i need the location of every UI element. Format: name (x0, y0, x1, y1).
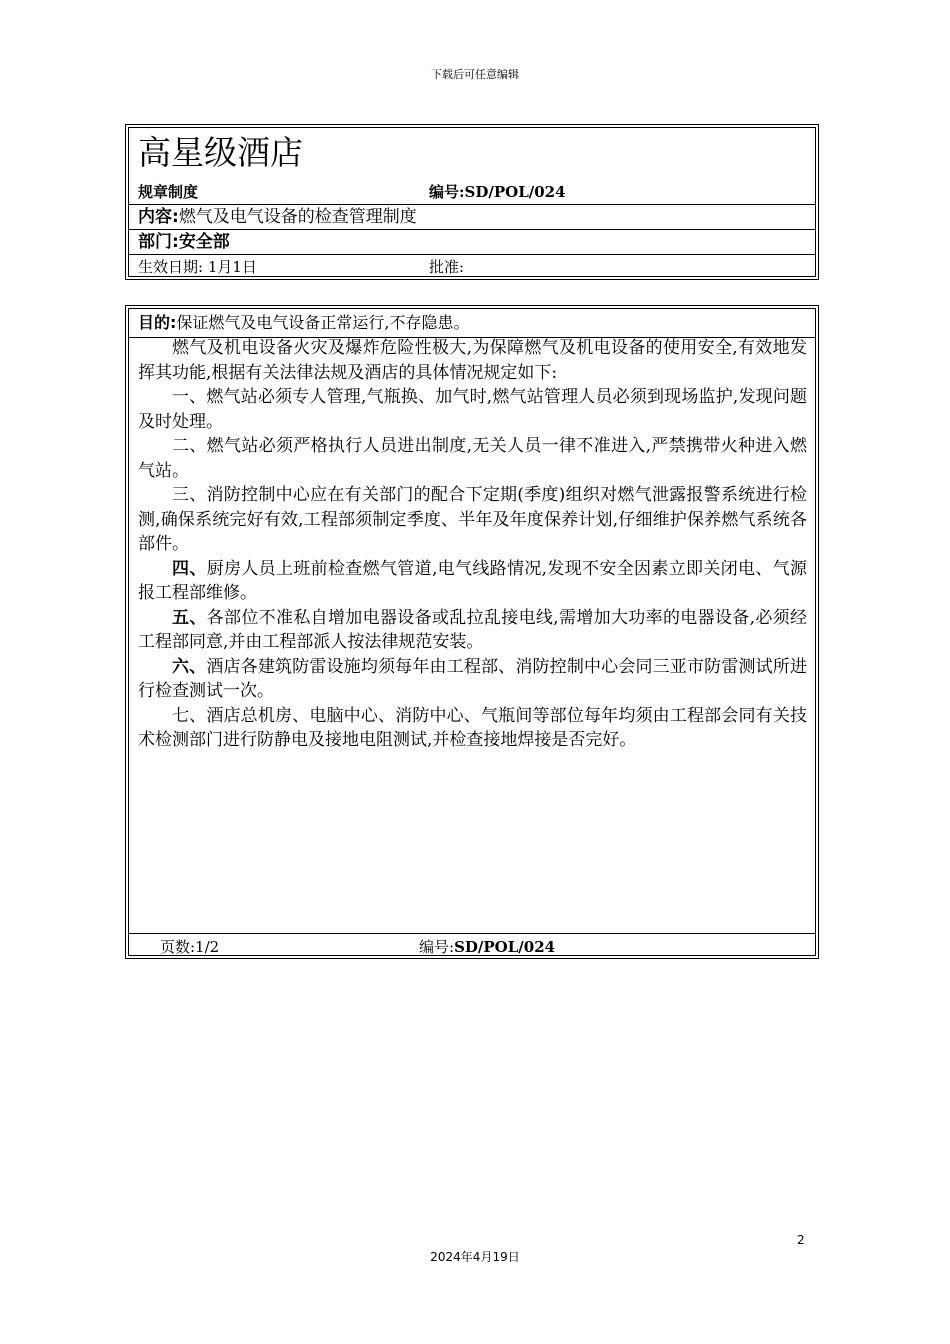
hotel-title: 高星级酒店 (138, 133, 303, 172)
content-row (129, 204, 815, 230)
department-cell (138, 231, 230, 253)
body-table (125, 305, 819, 959)
paragraph (138, 385, 807, 434)
paragraph-text: 厨房人员上班前检查燃气管道,电气线路情况,发现不安全因素立即关闭电、气源报工程部维修。 (138, 558, 808, 603)
print-date: 2024年4月19日 (430, 1250, 520, 1264)
page-number: 2 (797, 1233, 805, 1247)
paragraph-lead: 四、 (172, 558, 207, 579)
footer-code-label: 编号: (419, 938, 455, 956)
paragraph (138, 557, 807, 606)
purpose-line (138, 312, 470, 334)
approval-label: 批准: (429, 258, 465, 276)
department-row (129, 229, 815, 255)
paragraph-text: 酒店各建筑防雷设施均须每年由工程部、消防控制中心会同三亚市防雷测试所进行检查测试一次。 (138, 656, 808, 701)
code-label: 编号: (429, 183, 465, 201)
paragraph-lead: 五、 (172, 607, 207, 628)
purpose-label: 目的: (138, 313, 177, 332)
department-label: 部门: (138, 232, 179, 252)
code-value: SD/POL/024 (464, 183, 566, 201)
document-code (429, 181, 566, 203)
divider (129, 933, 815, 934)
purpose-value: 保证燃气及电气设备正常运行,不存隐患。 (176, 313, 470, 332)
paragraph-text: 各部位不准私自增加电器设备或乱拉乱接电线,需增加大功率的电器设备,必须经工程部同意,并由工程部派人按法律规范安装。 (138, 607, 808, 652)
paragraph (138, 704, 807, 753)
date-row (129, 254, 815, 279)
footer-code (419, 936, 555, 958)
body-text (138, 336, 807, 753)
paragraph (138, 336, 807, 385)
header-table (125, 124, 819, 280)
content-label: 内容: (138, 207, 179, 227)
content-value: 燃气及电气设备的检查管理制度 (178, 207, 417, 227)
rule-label: 规章制度 (138, 183, 199, 201)
paragraph (138, 483, 807, 557)
page-count: 页数:1/2 (160, 938, 220, 956)
paragraph (138, 434, 807, 483)
paragraph-lead: 六、 (172, 656, 207, 677)
content-cell (138, 206, 417, 228)
paragraph-text: 燃气及机电设备火灾及爆炸危险性极大,为保障燃气及机电设备的使用安全,有效地发挥其功能,根据有关法律法规及酒店的具体情况规定如下: (138, 338, 807, 383)
effective-date: 生效日期: 1月1日 (138, 258, 257, 276)
paragraph-text: 三、消防控制中心应在有关部门的配合下定期(季度)组织对燃气泄露报警系统进行检测,确保系统完好有效,工程部须制定季度、半年及年度保养计划,仔细维护保养燃气系统各部件。 (138, 485, 807, 554)
header-note: 下载后可任意编辑 (431, 68, 519, 81)
paragraph-text: 二、燃气站必须严格执行人员进出制度,无关人员一律不准进入,严禁携带火种进入燃气站。 (138, 436, 807, 481)
footer-code-value: SD/POL/024 (454, 938, 556, 956)
paragraph (138, 655, 807, 704)
paragraph-text: 七、酒店总机房、电脑中心、消防中心、气瓶间等部位每年均须由工程部会同有关技术检测部门进行防静电及接地电阻测试,并检查接地焊接是否完好。 (138, 705, 807, 750)
department-value: 安全部 (178, 232, 230, 252)
paragraph-text: 一、燃气站必须专人管理,气瓶换、加气时,燃气站管理人员必须到现场监护,发现问题及时处理。 (138, 387, 807, 432)
paragraph (138, 606, 807, 655)
